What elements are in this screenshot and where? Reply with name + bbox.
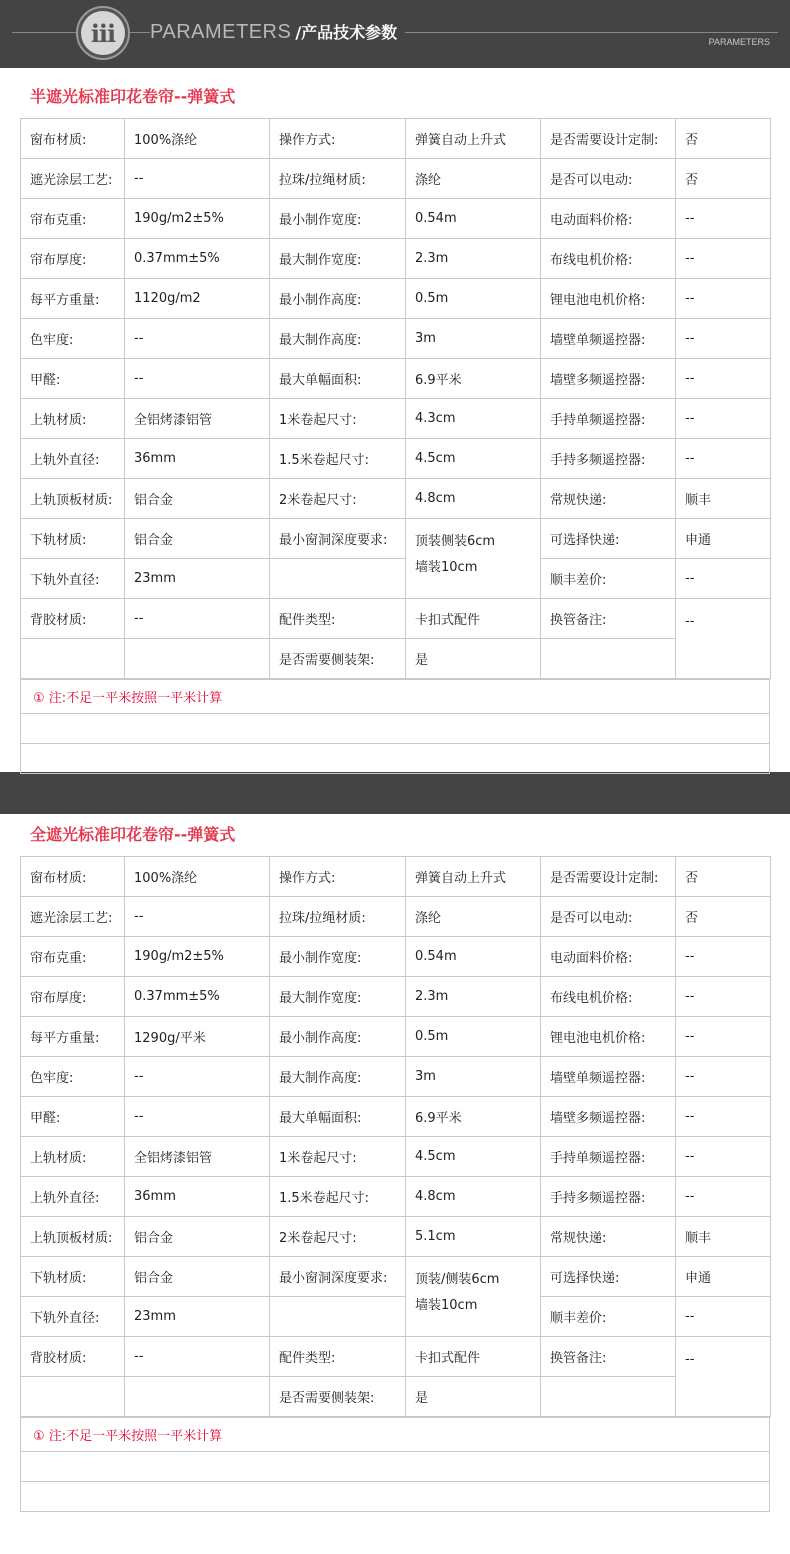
logo-glyph: iii bbox=[81, 11, 125, 55]
window-depth-top-mount: 顶装侧装6cm bbox=[415, 534, 496, 549]
area-note-text: ① 注:不足一平米按照一平米计算 bbox=[33, 691, 223, 706]
table-row bbox=[21, 977, 771, 1017]
spec-label: 布线电机价格: bbox=[541, 977, 676, 1017]
spec-label: 操作方式: bbox=[270, 857, 406, 897]
spec-value: 100%涤纶 bbox=[125, 119, 270, 159]
spec-label: 最小制作高度: bbox=[270, 279, 406, 319]
table-row bbox=[21, 439, 771, 479]
spec-label: 上轨外直径: bbox=[21, 1177, 125, 1217]
spec-label: 帘布厚度: bbox=[21, 977, 125, 1017]
spec-value: -- bbox=[676, 279, 771, 319]
spec-value: 36mm bbox=[125, 1177, 270, 1217]
notes-table bbox=[20, 679, 770, 774]
spec-label: 上轨外直径: bbox=[21, 439, 125, 479]
spec-label: 布线电机价格: bbox=[541, 239, 676, 279]
spec-value: 4.8cm bbox=[406, 479, 541, 519]
window-depth-value bbox=[406, 1257, 541, 1337]
spec-label: 遮光涂层工艺: bbox=[21, 897, 125, 937]
table-row bbox=[21, 897, 771, 937]
spec-label: 上轨材质: bbox=[21, 399, 125, 439]
spec-label: 是否可以电动: bbox=[541, 897, 676, 937]
spec-label: 换管备注: bbox=[541, 599, 676, 639]
spec-value: 3m bbox=[406, 319, 541, 359]
spec-label: 色牢度: bbox=[21, 319, 125, 359]
spec-value: 190g/m2±5% bbox=[125, 937, 270, 977]
spec-value: -- bbox=[125, 1337, 270, 1377]
spec-label: 1.5米卷起尺寸: bbox=[270, 1177, 406, 1217]
spec-label: 常规快递: bbox=[541, 479, 676, 519]
table-row bbox=[21, 1337, 771, 1377]
spec-value: 0.37mm±5% bbox=[125, 239, 270, 279]
spec-table bbox=[20, 118, 771, 679]
spec-label: 1米卷起尺寸: bbox=[270, 1137, 406, 1177]
spec-label: 每平方重量: bbox=[21, 1017, 125, 1057]
table-row bbox=[21, 1177, 771, 1217]
spec-label: 色牢度: bbox=[21, 1057, 125, 1097]
table-row bbox=[21, 559, 771, 599]
spec-label: 常规快递: bbox=[541, 1217, 676, 1257]
spec-label: 最小窗洞深度要求: bbox=[270, 1257, 406, 1297]
spec-label: 可选择快递: bbox=[541, 519, 676, 559]
spec-value: 顺丰 bbox=[676, 479, 771, 519]
parameters-logo-icon bbox=[76, 6, 130, 60]
spec-value: 0.54m bbox=[406, 937, 541, 977]
spec-value: 是 bbox=[406, 1377, 541, 1417]
spec-value: -- bbox=[125, 599, 270, 639]
header-bar bbox=[0, 0, 790, 68]
section-title: 全遮光标准印花卷帘--弹簧式 bbox=[30, 825, 236, 844]
spec-value: 0.5m bbox=[406, 1017, 541, 1057]
spec-label: 最大单幅面积: bbox=[270, 1097, 406, 1137]
spec-label: 锂电池电机价格: bbox=[541, 279, 676, 319]
spec-value: -- bbox=[676, 559, 771, 599]
spec-label: 拉珠/拉绳材质: bbox=[270, 159, 406, 199]
spec-value: -- bbox=[676, 1137, 771, 1177]
spec-value: 弹簧自动上升式 bbox=[406, 857, 541, 897]
spec-label: 手持多频遥控器: bbox=[541, 439, 676, 479]
window-depth-top-mount: 顶装/侧装6cm bbox=[415, 1272, 500, 1287]
empty-note-cell bbox=[21, 744, 770, 774]
spec-label: 配件类型: bbox=[270, 599, 406, 639]
spec-value: 否 bbox=[676, 857, 771, 897]
spec-label: 甲醛: bbox=[21, 359, 125, 399]
spec-value: 3m bbox=[406, 1057, 541, 1097]
spec-value: 顺丰 bbox=[676, 1217, 771, 1257]
spec-label: 甲醛: bbox=[21, 1097, 125, 1137]
spec-label: 电动面料价格: bbox=[541, 937, 676, 977]
spec-value: 否 bbox=[676, 897, 771, 937]
empty-cell bbox=[541, 1377, 676, 1417]
spec-label: 下轨材质: bbox=[21, 519, 125, 559]
spec-value: 弹簧自动上升式 bbox=[406, 119, 541, 159]
spec-label: 最小窗洞深度要求: bbox=[270, 519, 406, 559]
spec-label: 手持多频遥控器: bbox=[541, 1177, 676, 1217]
spec-value: 申通 bbox=[676, 519, 771, 559]
table-row bbox=[21, 479, 771, 519]
spec-value: -- bbox=[676, 359, 771, 399]
spec-label: 是否可以电动: bbox=[541, 159, 676, 199]
page-title-en: PARAMETERS bbox=[150, 21, 292, 43]
spec-label: 帘布厚度: bbox=[21, 239, 125, 279]
spec-label: 帘布克重: bbox=[21, 199, 125, 239]
table-row bbox=[21, 399, 771, 439]
spec-value: -- bbox=[676, 599, 771, 679]
table-row bbox=[21, 639, 771, 679]
spec-value: 2.3m bbox=[406, 239, 541, 279]
table-row bbox=[21, 599, 771, 639]
spec-value: 4.5cm bbox=[406, 1137, 541, 1177]
empty-cell bbox=[270, 1297, 406, 1337]
spec-value: -- bbox=[676, 937, 771, 977]
table-row bbox=[21, 279, 771, 319]
spec-label: 手持单频遥控器: bbox=[541, 1137, 676, 1177]
empty-cell bbox=[541, 639, 676, 679]
spec-label: 墙壁多频遥控器: bbox=[541, 359, 676, 399]
spec-value: 卡扣式配件 bbox=[406, 1337, 541, 1377]
spec-value: 涤纶 bbox=[406, 897, 541, 937]
section-separator-bar bbox=[0, 772, 790, 814]
table-row bbox=[21, 937, 771, 977]
spec-label: 是否需要侧装架: bbox=[270, 639, 406, 679]
spec-label: 1.5米卷起尺寸: bbox=[270, 439, 406, 479]
table-row bbox=[21, 519, 771, 559]
header-right-label: PARAMETERS bbox=[708, 37, 770, 47]
spec-label: 最小制作宽度: bbox=[270, 937, 406, 977]
spec-value: 涤纶 bbox=[406, 159, 541, 199]
spec-value: 36mm bbox=[125, 439, 270, 479]
table-row bbox=[21, 1297, 771, 1337]
spec-value: -- bbox=[676, 199, 771, 239]
table-row bbox=[21, 119, 771, 159]
spec-value: 铝合金 bbox=[125, 479, 270, 519]
table-row bbox=[21, 1137, 771, 1177]
spec-value: 23mm bbox=[125, 1297, 270, 1337]
empty-cell bbox=[270, 559, 406, 599]
spec-value: 0.37mm±5% bbox=[125, 977, 270, 1017]
spec-label: 电动面料价格: bbox=[541, 199, 676, 239]
window-depth-wall-mount: 墙装10cm bbox=[415, 560, 478, 575]
spec-value: 否 bbox=[676, 119, 771, 159]
table-row bbox=[21, 1097, 771, 1137]
spec-label: 上轨材质: bbox=[21, 1137, 125, 1177]
spec-value: -- bbox=[676, 1337, 771, 1417]
spec-value: 4.3cm bbox=[406, 399, 541, 439]
spec-value: 1290g/平米 bbox=[125, 1017, 270, 1057]
page-title-cn: /产品技术参数 bbox=[295, 23, 398, 42]
spec-value: 否 bbox=[676, 159, 771, 199]
spec-value: -- bbox=[676, 439, 771, 479]
table-row bbox=[21, 1057, 771, 1097]
spec-label: 最小制作宽度: bbox=[270, 199, 406, 239]
spec-label: 下轨外直径: bbox=[21, 1297, 125, 1337]
spec-label: 最大制作宽度: bbox=[270, 239, 406, 279]
spec-value: 100%涤纶 bbox=[125, 857, 270, 897]
table-row bbox=[21, 1217, 771, 1257]
spec-value: 申通 bbox=[676, 1257, 771, 1297]
spec-value: 全铝烤漆铝管 bbox=[125, 1137, 270, 1177]
spec-value: 全铝烤漆铝管 bbox=[125, 399, 270, 439]
note-row bbox=[21, 714, 770, 744]
spec-label: 最大单幅面积: bbox=[270, 359, 406, 399]
spec-label: 窗布材质: bbox=[21, 857, 125, 897]
spec-label: 顺丰差价: bbox=[541, 1297, 676, 1337]
spec-value: 190g/m2±5% bbox=[125, 199, 270, 239]
spec-value: 卡扣式配件 bbox=[406, 599, 541, 639]
spec-label: 2米卷起尺寸: bbox=[270, 1217, 406, 1257]
table-row bbox=[21, 1257, 771, 1297]
note-row bbox=[21, 1418, 770, 1452]
spec-value: 0.5m bbox=[406, 279, 541, 319]
spec-value: -- bbox=[125, 897, 270, 937]
spec-label: 是否需要侧装架: bbox=[270, 1377, 406, 1417]
spec-label: 配件类型: bbox=[270, 1337, 406, 1377]
spec-label: 上轨顶板材质: bbox=[21, 479, 125, 519]
spec-label: 是否需要设计定制: bbox=[541, 857, 676, 897]
spec-label: 拉珠/拉绳材质: bbox=[270, 897, 406, 937]
spec-label: 窗布材质: bbox=[21, 119, 125, 159]
table-row bbox=[21, 359, 771, 399]
spec-label: 背胶材质: bbox=[21, 599, 125, 639]
spec-label: 每平方重量: bbox=[21, 279, 125, 319]
empty-cell bbox=[125, 639, 270, 679]
spec-label: 下轨外直径: bbox=[21, 559, 125, 599]
table-row bbox=[21, 239, 771, 279]
empty-note-cell bbox=[21, 1482, 770, 1512]
spec-value: 0.54m bbox=[406, 199, 541, 239]
empty-note-cell bbox=[21, 714, 770, 744]
spec-value: -- bbox=[676, 1057, 771, 1097]
spec-label: 最小制作高度: bbox=[270, 1017, 406, 1057]
spec-value: 4.8cm bbox=[406, 1177, 541, 1217]
spec-label: 下轨材质: bbox=[21, 1257, 125, 1297]
spec-value: 4.5cm bbox=[406, 439, 541, 479]
spec-label: 遮光涂层工艺: bbox=[21, 159, 125, 199]
table-row bbox=[21, 319, 771, 359]
section-title: 半遮光标准印花卷帘--弹簧式 bbox=[30, 87, 236, 106]
spec-value: -- bbox=[676, 399, 771, 439]
window-depth-value bbox=[406, 519, 541, 599]
area-note-text: ① 注:不足一平米按照一平米计算 bbox=[33, 1429, 223, 1444]
spec-value: -- bbox=[676, 1297, 771, 1337]
spec-value: -- bbox=[676, 239, 771, 279]
spec-value: 铝合金 bbox=[125, 1217, 270, 1257]
area-note bbox=[21, 1418, 770, 1452]
spec-label: 墙壁多频遥控器: bbox=[541, 1097, 676, 1137]
spec-label: 2米卷起尺寸: bbox=[270, 479, 406, 519]
spec-value: 铝合金 bbox=[125, 1257, 270, 1297]
spec-value: 6.9平米 bbox=[406, 1097, 541, 1137]
spec-value: -- bbox=[125, 159, 270, 199]
spec-label: 最大制作高度: bbox=[270, 319, 406, 359]
note-row bbox=[21, 1452, 770, 1482]
empty-note-cell bbox=[21, 1452, 770, 1482]
spec-value: 铝合金 bbox=[125, 519, 270, 559]
empty-cell bbox=[125, 1377, 270, 1417]
spec-label: 操作方式: bbox=[270, 119, 406, 159]
spec-label: 背胶材质: bbox=[21, 1337, 125, 1377]
spec-label: 墙壁单频遥控器: bbox=[541, 1057, 676, 1097]
spec-value: -- bbox=[676, 1097, 771, 1137]
empty-cell bbox=[21, 639, 125, 679]
spec-value: -- bbox=[676, 1177, 771, 1217]
spec-label: 最大制作宽度: bbox=[270, 977, 406, 1017]
notes-table bbox=[20, 1417, 770, 1512]
spec-value: 2.3m bbox=[406, 977, 541, 1017]
table-row bbox=[21, 199, 771, 239]
note-row bbox=[21, 1482, 770, 1512]
window-depth-wall-mount: 墙装10cm bbox=[415, 1298, 478, 1313]
spec-value: 23mm bbox=[125, 559, 270, 599]
spec-table bbox=[20, 856, 771, 1417]
spec-value: 5.1cm bbox=[406, 1217, 541, 1257]
table-row bbox=[21, 857, 771, 897]
spec-value: -- bbox=[676, 977, 771, 1017]
spec-value: -- bbox=[125, 1097, 270, 1137]
spec-value: 是 bbox=[406, 639, 541, 679]
spec-label: 手持单频遥控器: bbox=[541, 399, 676, 439]
spec-label: 1米卷起尺寸: bbox=[270, 399, 406, 439]
spec-label: 帘布克重: bbox=[21, 937, 125, 977]
spec-value: -- bbox=[125, 359, 270, 399]
area-note bbox=[21, 680, 770, 714]
table-row bbox=[21, 159, 771, 199]
spec-label: 可选择快递: bbox=[541, 1257, 676, 1297]
spec-value: -- bbox=[125, 1057, 270, 1097]
page-title bbox=[150, 20, 405, 46]
spec-value: -- bbox=[676, 1017, 771, 1057]
spec-value: 1120g/m2 bbox=[125, 279, 270, 319]
spec-value: -- bbox=[676, 319, 771, 359]
spec-label: 墙壁单频遥控器: bbox=[541, 319, 676, 359]
spec-label: 换管备注: bbox=[541, 1337, 676, 1377]
table-row bbox=[21, 1017, 771, 1057]
spec-value: -- bbox=[125, 319, 270, 359]
spec-value: 6.9平米 bbox=[406, 359, 541, 399]
note-row bbox=[21, 744, 770, 774]
empty-cell bbox=[21, 1377, 125, 1417]
spec-label: 最大制作高度: bbox=[270, 1057, 406, 1097]
spec-label: 锂电池电机价格: bbox=[541, 1017, 676, 1057]
note-row bbox=[21, 680, 770, 714]
spec-label: 是否需要设计定制: bbox=[541, 119, 676, 159]
spec-label: 上轨顶板材质: bbox=[21, 1217, 125, 1257]
spec-label: 顺丰差价: bbox=[541, 559, 676, 599]
table-row bbox=[21, 1377, 771, 1417]
